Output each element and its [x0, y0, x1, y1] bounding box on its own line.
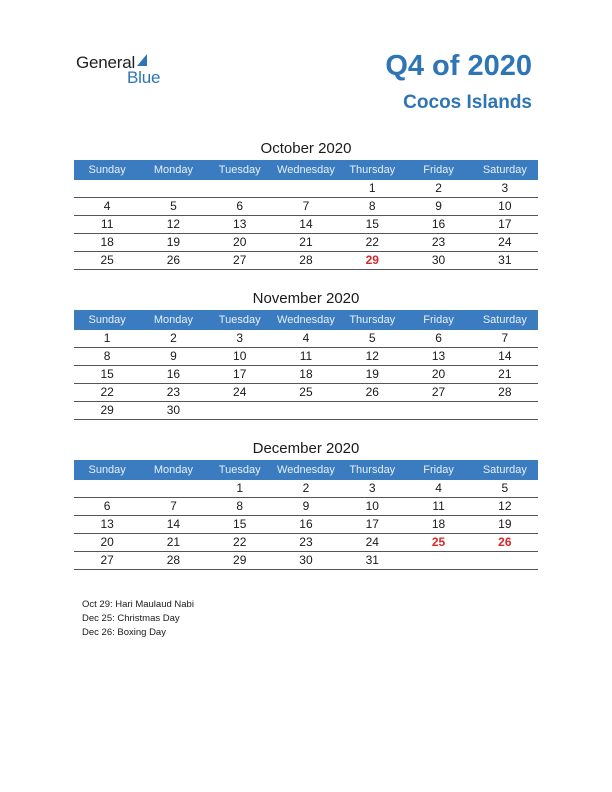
day-cell: 12: [498, 499, 512, 513]
weekday-header: [74, 160, 538, 180]
day-cell: 17: [233, 367, 247, 381]
day-cell: 30: [431, 253, 446, 267]
day-cell: 4: [103, 199, 111, 213]
weekday-header: [74, 310, 538, 330]
holiday-note: Oct 29: Hari Maulaud Nabi: [82, 599, 194, 610]
weekday-label: Saturday: [482, 464, 527, 476]
day-cell: 20: [100, 535, 114, 549]
day-cell: [74, 480, 140, 497]
day-cell: 7: [302, 199, 310, 213]
day-cell: 23: [431, 235, 446, 249]
day-cell: 11: [432, 499, 445, 513]
day-cell: 12: [166, 217, 181, 231]
week-row: [74, 330, 538, 348]
day-cell: 5: [170, 199, 177, 213]
week-row: [74, 516, 538, 534]
week-row: [74, 234, 538, 252]
day-cell: [74, 180, 140, 197]
day-cell: 6: [435, 331, 442, 345]
day-cell: 31: [498, 253, 512, 267]
day-cell: 18: [100, 235, 114, 249]
day-cell: 14: [166, 517, 181, 531]
weekday-label: Tuesday: [218, 314, 261, 326]
weekday-label: Sunday: [88, 464, 126, 476]
day-cell: 3: [501, 181, 509, 195]
week-row: [74, 498, 538, 516]
weekday-label: Saturday: [482, 314, 527, 326]
month-calendar-november: [74, 288, 538, 420]
day-cell: 11: [100, 217, 114, 231]
day-cell: 11: [299, 349, 313, 363]
holiday-note: Dec 25: Christmas Day: [82, 613, 180, 624]
day-cell: [273, 180, 339, 197]
day-cell: 31: [365, 553, 379, 567]
month-calendar-december: [74, 438, 538, 570]
day-cell: 25: [431, 535, 446, 549]
day-cell: 1: [236, 481, 244, 495]
day-cell: 28: [299, 253, 313, 267]
week-row: [74, 534, 538, 552]
day-cell: 18: [431, 517, 446, 531]
day-cell: 2: [435, 181, 442, 195]
day-cell: 24: [498, 235, 512, 249]
day-cell: 22: [100, 385, 114, 399]
day-cell: 7: [501, 331, 509, 345]
weekday-label: Friday: [423, 314, 454, 326]
weekday-label: Thursday: [349, 464, 396, 476]
week-row: [74, 198, 538, 216]
day-cell: 23: [299, 535, 313, 549]
week-row: [74, 216, 538, 234]
day-cell: 5: [501, 481, 509, 495]
week-row: [74, 480, 538, 498]
day-cell: 26: [365, 385, 379, 399]
weekday-label: Tuesday: [218, 164, 261, 176]
week-row: [74, 348, 538, 366]
weekday-header: [74, 460, 538, 480]
day-cell: 4: [302, 331, 310, 345]
day-cell: 19: [498, 517, 512, 531]
weekday-label: Sunday: [88, 314, 126, 326]
month-calendar-october: [74, 138, 538, 270]
day-cell: 9: [435, 199, 442, 213]
day-cell: 24: [233, 385, 247, 399]
month-title: October 2020: [260, 140, 352, 157]
logo-word-blue: Blue: [127, 68, 161, 87]
day-cell: 19: [365, 367, 379, 381]
day-cell: 26: [166, 253, 181, 267]
day-cell: 24: [365, 535, 379, 549]
day-cell: 14: [498, 349, 512, 363]
day-cell: 21: [498, 367, 512, 381]
day-cell: 10: [365, 499, 379, 513]
day-cell: 16: [431, 217, 446, 231]
day-cell: 25: [299, 385, 313, 399]
day-cell: 27: [100, 553, 114, 567]
day-cell: 25: [100, 253, 114, 267]
week-row: [74, 180, 538, 198]
day-cell: 22: [233, 535, 247, 549]
day-cell: 3: [368, 481, 376, 495]
day-cell: 8: [103, 349, 111, 363]
page-title: Q4 of 2020: [385, 50, 532, 82]
holiday-notes: [82, 598, 194, 640]
month-title: November 2020: [252, 290, 360, 307]
day-cell: [273, 402, 339, 419]
logo-triangle-icon: [137, 54, 147, 66]
holiday-note: Dec 26: Boxing Day: [82, 627, 166, 638]
day-cell: 12: [365, 349, 379, 363]
weekday-label: Friday: [423, 164, 454, 176]
weekday-label: Saturday: [482, 164, 527, 176]
day-cell: 17: [365, 517, 379, 531]
day-cell: 21: [299, 235, 313, 249]
day-cell: 15: [365, 217, 379, 231]
day-cell: 16: [166, 367, 181, 381]
day-cell: 5: [368, 331, 376, 345]
day-cell: [140, 180, 206, 197]
day-cell: 19: [166, 235, 181, 249]
weekday-label: Tuesday: [218, 464, 261, 476]
day-cell: 29: [365, 253, 379, 267]
day-cell: 10: [233, 349, 247, 363]
logo: [76, 53, 176, 89]
day-cell: 13: [431, 349, 446, 363]
day-cell: 14: [299, 217, 313, 231]
day-cell: 16: [299, 517, 313, 531]
day-cell: 6: [103, 499, 111, 513]
day-cell: [405, 552, 471, 569]
day-cell: 4: [435, 481, 442, 495]
day-cell: 22: [365, 235, 379, 249]
day-cell: 1: [368, 181, 376, 195]
day-cell: 15: [233, 517, 247, 531]
day-cell: 3: [236, 331, 244, 345]
weekday-label: Monday: [153, 464, 193, 476]
day-cell: 1: [103, 331, 111, 345]
day-cell: 2: [302, 481, 310, 495]
weekday-label: Wednesday: [277, 464, 335, 476]
day-cell: 28: [498, 385, 512, 399]
logo-word-general: General: [76, 53, 136, 72]
day-cell: 9: [170, 349, 177, 363]
day-cell: [140, 480, 206, 497]
day-cell: 6: [236, 199, 244, 213]
month-title: December 2020: [252, 440, 360, 457]
day-cell: [339, 402, 405, 419]
weekday-label: Wednesday: [277, 164, 335, 176]
day-cell: 18: [299, 367, 313, 381]
day-cell: 29: [233, 553, 247, 567]
week-row: [74, 384, 538, 402]
day-cell: 17: [498, 217, 512, 231]
week-row: [74, 552, 538, 570]
day-cell: 2: [170, 331, 177, 345]
day-cell: [207, 180, 273, 197]
weekday-label: Friday: [423, 464, 454, 476]
weekday-label: Thursday: [349, 164, 396, 176]
week-row: [74, 402, 538, 420]
weekday-label: Monday: [153, 164, 193, 176]
weekday-label: Thursday: [349, 314, 396, 326]
day-cell: 13: [100, 517, 114, 531]
weekday-label: Sunday: [88, 164, 126, 176]
day-cell: 8: [368, 199, 376, 213]
day-cell: [405, 402, 471, 419]
day-cell: [472, 402, 538, 419]
day-cell: 7: [170, 499, 177, 513]
day-cell: 9: [302, 499, 310, 513]
day-cell: 10: [498, 199, 512, 213]
weekday-label: Monday: [153, 314, 193, 326]
day-cell: 28: [166, 553, 181, 567]
day-cell: 29: [100, 403, 114, 417]
day-cell: 8: [236, 499, 244, 513]
page-subtitle: Cocos Islands: [403, 92, 532, 113]
day-cell: 15: [100, 367, 114, 381]
day-cell: 13: [233, 217, 247, 231]
week-row: [74, 366, 538, 384]
day-cell: 20: [233, 235, 247, 249]
day-cell: 27: [233, 253, 247, 267]
day-cell: 21: [166, 535, 181, 549]
day-cell: 26: [498, 535, 512, 549]
day-cell: 23: [166, 385, 181, 399]
day-cell: 27: [431, 385, 446, 399]
day-cell: 30: [299, 553, 313, 567]
weekday-label: Wednesday: [277, 314, 335, 326]
day-cell: 20: [431, 367, 446, 381]
day-cell: [207, 402, 273, 419]
week-row: [74, 252, 538, 270]
day-cell: 30: [166, 403, 181, 417]
day-cell: [472, 552, 538, 569]
